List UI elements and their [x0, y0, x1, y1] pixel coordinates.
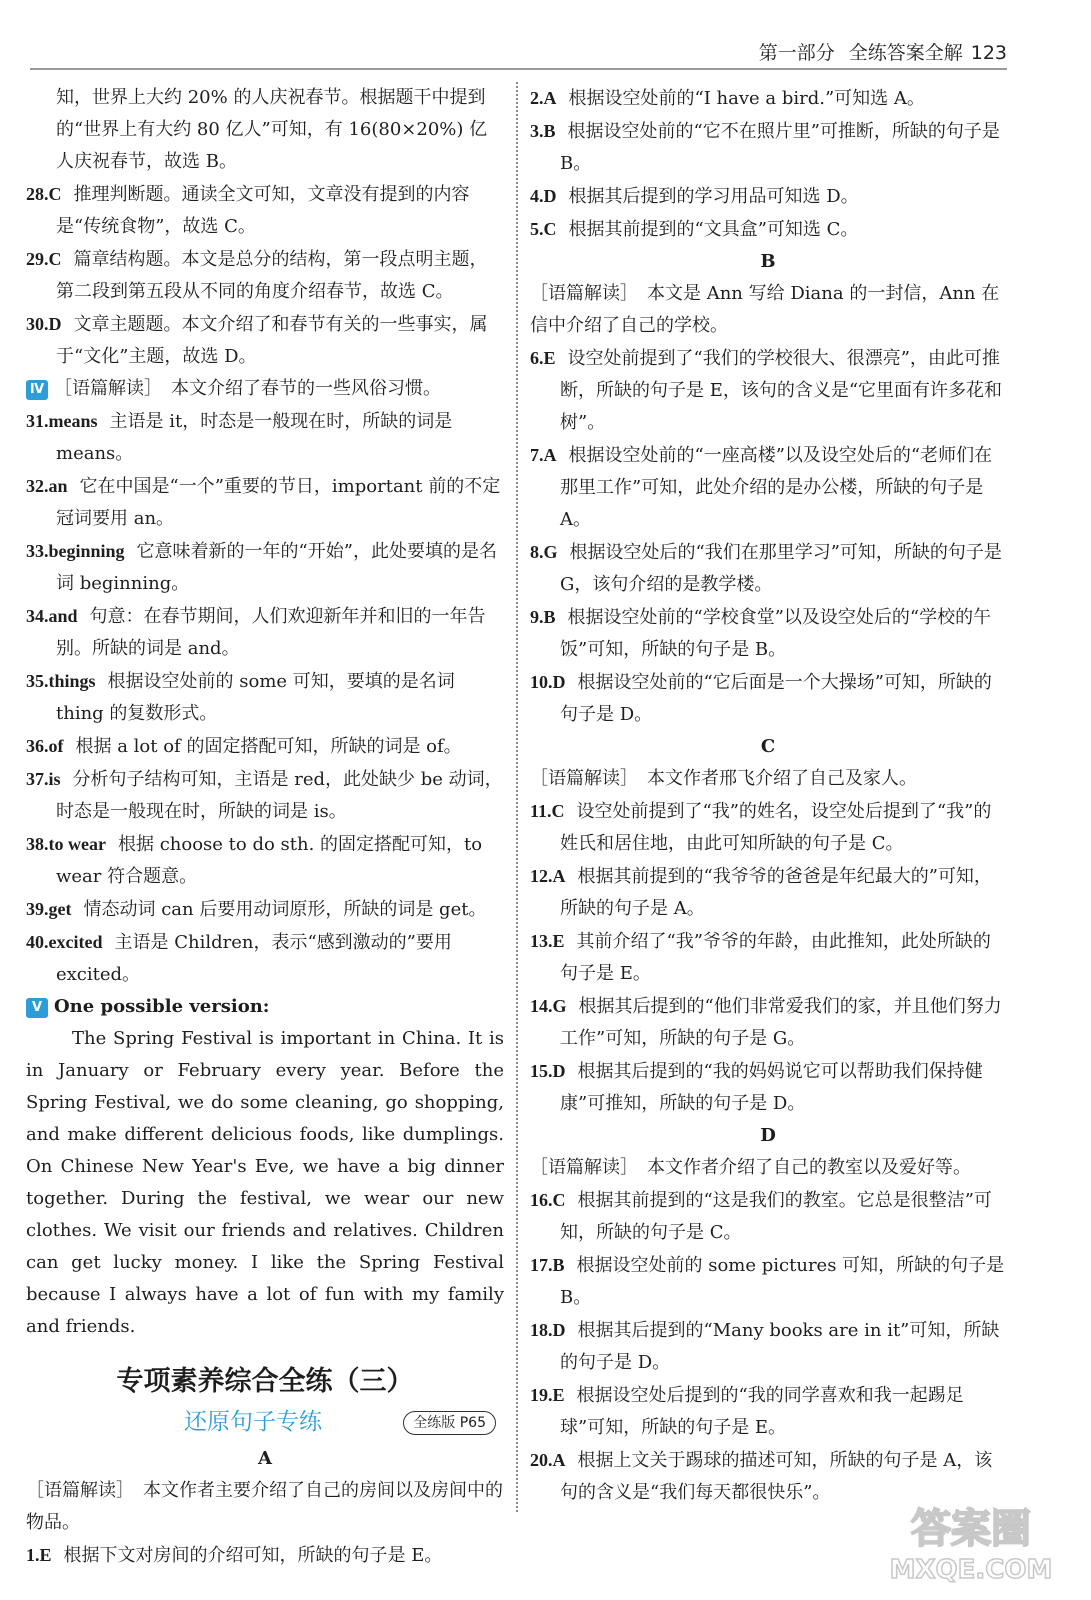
answer-text: 根据其后提到的“Many books are in it”可知，所缺的句子是 D。 — [560, 1320, 1000, 1373]
answer-item — [530, 860, 1006, 925]
header-rule — [30, 68, 1007, 70]
answer-number: 6.E — [530, 348, 556, 368]
answer-number: 7.A — [530, 445, 557, 465]
answer-text: 根据其后提到的学习用品可知选 D。 — [568, 186, 859, 207]
answer-number: 16.C — [530, 1190, 566, 1210]
answer-item — [26, 926, 504, 991]
left-column — [26, 82, 504, 1572]
answer-item — [26, 178, 504, 243]
answer-number: 38.to wear — [26, 834, 106, 854]
right-column — [530, 82, 1006, 1509]
answer-number: 1.E — [26, 1545, 52, 1565]
passage-intro: ［语篇解读］ 本文是 Ann 写给 Diana 的一封信，Ann 在信中介绍了自己的学校。 — [530, 283, 1000, 336]
answer-number: 15.D — [530, 1061, 566, 1081]
answer-item — [26, 1539, 504, 1572]
svg-text:答案圈: 答案圈 — [911, 1506, 1031, 1552]
answer-number: 17.B — [530, 1255, 565, 1275]
answer-item — [530, 82, 1006, 115]
page-reference-badge: 全练版 P65 — [403, 1411, 496, 1435]
answer-item — [26, 600, 504, 665]
answer-number: 2.A — [530, 88, 557, 108]
answer-item — [26, 665, 504, 730]
column-divider — [516, 82, 518, 1512]
answer-text: 推理判断题。通读全文可知，文章没有提到的内容是“传统食物”，故选 C。 — [56, 184, 470, 237]
answer-text: 主语是 Children，表示“感到激动的”要用 excited。 — [56, 932, 452, 985]
answer-text: 根据设空处前的“它不在照片里”可推断，所缺的句子是 B。 — [560, 121, 1000, 174]
section-iv-heading — [26, 373, 504, 405]
answer-item — [530, 213, 1006, 246]
answer-text: 根据设空处前的 some pictures 可知，所缺的句子是 B。 — [560, 1255, 1005, 1308]
answer-text: 主语是 it，时态是一般现在时，所缺的词是 means。 — [56, 411, 453, 464]
section-v-heading — [26, 991, 504, 1023]
answer-text: 根据设空处前的“I have a bird.”可知选 A。 — [568, 88, 925, 109]
answer-number: 34.and — [26, 606, 78, 626]
answer-number: 19.E — [530, 1385, 565, 1405]
answer-text: 情态动词 can 后要用动词原形，所缺的词是 get。 — [83, 899, 487, 920]
answer-number: 9.B — [530, 607, 556, 627]
answer-number: 8.G — [530, 542, 558, 562]
answer-item — [530, 180, 1006, 213]
answer-text: 根据其后提到的“他们非常爱我们的家，并且他们努力工作”可知，所缺的句子是 G。 — [560, 996, 1002, 1049]
answer-item — [26, 243, 504, 308]
answer-text: 文章主题题。本文介绍了和春节有关的一些事实，属于“文化”主题，故选 D。 — [56, 314, 488, 367]
answer-text: 篇章结构题。本文是总分的结构，第一段点明主题，第二段到第五段从不同的角度介绍春节，故选 C。 — [56, 249, 488, 302]
answer-item — [530, 1249, 1006, 1314]
answer-text: 根据设空处前的 some 可知，要填的是名词 thing 的复数形式。 — [56, 671, 455, 724]
answer-item — [530, 666, 1006, 731]
part-label-a: A — [258, 1448, 272, 1469]
answer-text: 根据 a lot of 的固定搭配可知，所缺的词是 of。 — [75, 736, 462, 757]
answer-item — [530, 601, 1006, 666]
answer-number: 39.get — [26, 899, 72, 919]
answer-item — [530, 342, 1006, 439]
answer-text: 它在中国是“一个”重要的节日，important 前的不定冠词要用 an。 — [56, 476, 501, 529]
answer-number: 35.things — [26, 671, 96, 691]
answer-item — [26, 763, 504, 828]
answer-item — [530, 925, 1006, 990]
answer-item — [530, 1379, 1006, 1444]
answer-number: 30.D — [26, 314, 62, 334]
answer-text: 根据设空处后的“我们在那里学习”可知，所缺的句子是 G，该句介绍的是教学楼。 — [560, 542, 1002, 595]
answer-number: 36.of — [26, 736, 64, 756]
answer-number: 33.beginning — [26, 541, 125, 561]
answer-number: 20.A — [530, 1450, 566, 1470]
passage-intro: ［语篇解读］ 本文作者邢飞介绍了自己及家人。 — [530, 768, 917, 789]
subtitle-row — [26, 1405, 504, 1443]
passage-intro: ［语篇解读］ 本文作者介绍了自己的教室以及爱好等。 — [530, 1157, 971, 1178]
answer-number: 5.C — [530, 219, 557, 239]
answer-number: 18.D — [530, 1320, 566, 1340]
answer-number: 29.C — [26, 249, 62, 269]
watermark-logo — [871, 1496, 1071, 1586]
section-title: 专项素养综合全练（三） — [116, 1366, 414, 1397]
answer-item — [530, 536, 1006, 601]
answer-text: 根据设空处后提到的“我的同学喜欢和我一起踢足球”可知，所缺的句子是 E。 — [560, 1385, 964, 1438]
answer-item — [530, 990, 1006, 1055]
answer-text: 根据其前提到的“文具盒”可知选 C。 — [568, 219, 859, 240]
answer-item — [26, 893, 504, 926]
answer-item — [530, 1184, 1006, 1249]
subtitle: 还原句子专练 — [184, 1409, 322, 1435]
answer-item — [530, 115, 1006, 180]
answer-item — [26, 470, 504, 535]
sample-essay: The Spring Festival is important in China. It is in January or February every year. Before the Spring Festival, we do some cleaning, go shopping, and make different delicious foods, like dumplings. On Chinese New Year's Eve, we have a big dinner together. During the festival, we wear our new clothes. We visit our friends and relatives. Children can get lucky money. I like the Spring Festival because I always have a lot of fun with my family and friends. — [26, 1028, 504, 1337]
answer-item — [26, 828, 504, 893]
answer-text: 设空处前提到了“我们的学校很大、很漂亮”，由此可推断，所缺的句子是 E，该句的含义是“它里面有许多花和树”。 — [560, 348, 1003, 433]
answer-text: 句意：在春节期间，人们欢迎新年并和旧的一年告别。所缺的词是 and。 — [56, 606, 486, 659]
svg-text:MXQE.COM: MXQE.COM — [889, 1555, 1053, 1585]
answer-item — [530, 795, 1006, 860]
roman-numeral-badge: Ⅴ — [26, 998, 48, 1018]
answer-text: 根据其前提到的“这是我们的教室。它总是很整洁”可知，所缺的句子是 C。 — [560, 1190, 992, 1243]
answer-item — [26, 308, 504, 373]
answer-text: 根据设空处前的“它后面是一个大操场”可知，所缺的句子是 D。 — [560, 672, 992, 725]
answer-item — [530, 1055, 1006, 1120]
answer-number: 4.D — [530, 186, 557, 206]
answer-text: 它意味着新的一年的“开始”，此处要填的是名词 beginning。 — [56, 541, 497, 594]
answer-item — [26, 405, 504, 470]
answer-number: 28.C — [26, 184, 62, 204]
answer-text: 根据 choose to do sth. 的固定搭配可知，to wear 符合题意。 — [56, 834, 483, 887]
answer-text: 根据下文对房间的介绍可知，所缺的句子是 E。 — [63, 1545, 443, 1566]
answer-text: 根据设空处前的“学校食堂”以及设空处后的“学校的午饭”可知，所缺的句子是 B。 — [560, 607, 992, 660]
book-title: 全练答案全解 — [848, 42, 963, 64]
passage-intro: ［语篇解读］ 本文作者主要介绍了自己的房间以及房间中的物品。 — [26, 1480, 503, 1533]
section-label: 第一部分 — [758, 42, 835, 64]
answer-number: 32.an — [26, 476, 68, 496]
answer-number: 31.means — [26, 411, 98, 431]
page-number: 123 — [970, 42, 1007, 64]
answer-number: 40.excited — [26, 932, 103, 952]
answer-text: 根据上文关于踢球的描述可知，所缺的句子是 A，该句的含义是“我们每天都很快乐”。 — [560, 1450, 993, 1503]
answer-item — [26, 730, 504, 763]
answer-text: 根据其前提到的“我爷爷的爸爸是年纪最大的”可知，所缺的句子是 A。 — [560, 866, 992, 919]
part-label-c: C — [760, 736, 776, 757]
answer-item — [530, 439, 1006, 536]
part-label-d: D — [760, 1125, 776, 1146]
answer-number: 14.G — [530, 996, 567, 1016]
answer-item — [26, 535, 504, 600]
answer-number: 13.E — [530, 931, 565, 951]
running-head — [759, 38, 1007, 65]
answer-number: 12.A — [530, 866, 566, 886]
answer-number: 3.B — [530, 121, 556, 141]
answer-text: 设空处前提到了“我”的姓名，设空处后提到了“我”的姓氏和居住地，由此可知所缺的句子是 C。 — [560, 801, 992, 854]
answer-number: 10.D — [530, 672, 566, 692]
passage-intro: ［语篇解读］ 本文介绍了春节的一些风俗习惯。 — [54, 378, 441, 399]
answer-text: 分析句子结构可知，主语是 red，此处缺少 be 动词，时态是一般现在时，所缺的词是 is。 — [56, 769, 503, 822]
page-header — [0, 0, 1091, 68]
version-label: One possible version: — [54, 996, 270, 1017]
roman-numeral-badge: Ⅳ — [26, 380, 48, 400]
answer-text: 根据设空处前的“一座高楼”以及设空处后的“老师们在那里工作”可知，此处介绍的是办公楼，所缺的句子是 A。 — [560, 445, 993, 530]
answer-number: 11.C — [530, 801, 565, 821]
part-label-b: B — [760, 251, 776, 272]
continued-text: 知，世界上大约 20% 的人庆祝春节。根据题干中提到的“世界上有大约 80 亿人”可知，有 16(80×20%) 亿人庆祝春节，故选 B。 — [56, 87, 488, 172]
answer-text: 其前介绍了“我”爷爷的年龄，由此推知，此处所缺的句子是 E。 — [560, 931, 991, 984]
answer-text: 根据其后提到的“我的妈妈说它可以帮助我们保持健康”可推知，所缺的句子是 D。 — [560, 1061, 983, 1114]
answer-number: 37.is — [26, 769, 61, 789]
answer-item — [530, 1314, 1006, 1379]
